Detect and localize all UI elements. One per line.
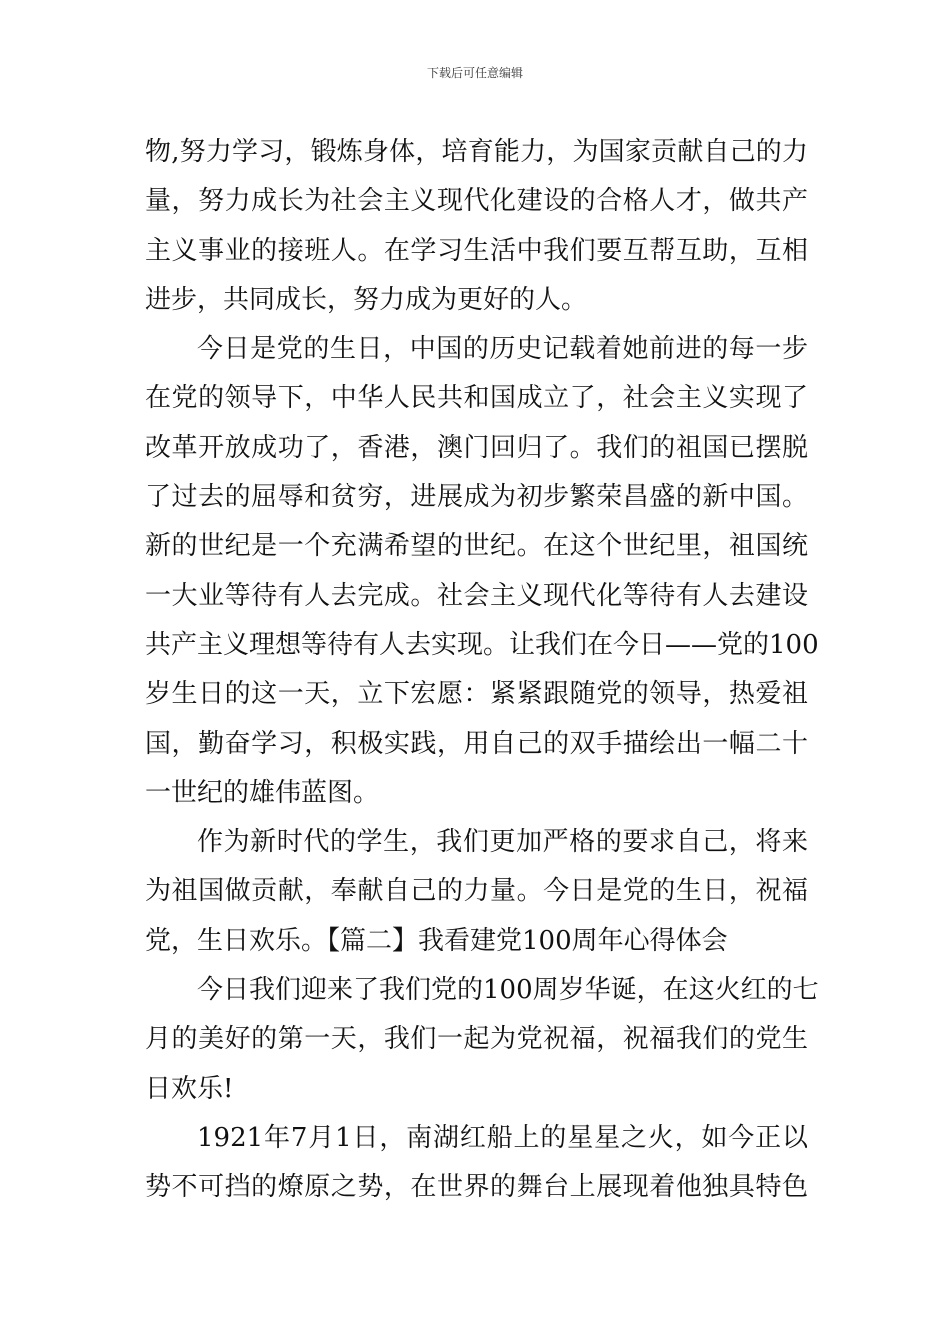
text-line: 一世纪的雄伟蓝图。: [145, 777, 380, 808]
text-line: 新的世纪是一个充满希望的世纪。在这个世纪里，祖国统: [145, 531, 808, 562]
text-line: 日欢乐!: [145, 1073, 234, 1104]
paragraph-first-line: 1921年7月1日，南湖红船上的星星之火，如今正以: [197, 1122, 808, 1153]
text-line: 物,努力学习，锻炼身体，培育能力，为国家贡献自己的力: [145, 137, 808, 167]
text-line: 改革开放成功了，香港，澳门回归了。我们的祖国已摆脱: [145, 432, 808, 463]
paragraph-first-line: 今日我们迎来了我们党的100周岁华诞，在这火红的七: [197, 975, 819, 1006]
text-line: 在党的领导下，中华人民共和国成立了，社会主义实现了: [145, 383, 808, 414]
text-line: 为祖国做贡献，奉献自己的力量。今日是党的生日，祝福: [145, 876, 808, 907]
text-line: 党，生日欢乐。【篇二】我看建党100周年心得体会: [145, 925, 728, 956]
text-line: 势不可挡的燎原之势，在世界的舞台上展现着他独具特色: [145, 1172, 808, 1203]
document-body: [145, 128, 819, 1213]
text-line: 一大业等待有人去完成。社会主义现代化等待有人去建设: [145, 580, 808, 611]
text-line: 进步，共同成长，努力成为更好的人。: [145, 284, 588, 315]
text-line: 月的美好的第一天，我们一起为党祝福，祝福我们的党生: [145, 1024, 808, 1055]
text-line: 共产主义理想等待有人去实现。让我们在今日——党的100: [145, 629, 819, 660]
page-header-note: 下载后可任意编辑: [426, 66, 523, 80]
text-line: 量，努力成长为社会主义现代化建设的合格人才，做共产: [145, 186, 808, 217]
text-line: 了过去的屈辱和贫穷，进展成为初步繁荣昌盛的新中国。: [145, 482, 808, 513]
paragraph-first-line: 作为新时代的学生，我们更加严格的要求自己，将来: [197, 827, 808, 858]
text-line: 岁生日的这一天，立下宏愿：紧紧跟随党的领导，热爱祖: [145, 679, 808, 710]
text-line: 国，勤奋学习，积极实践，用自己的双手描绘出一幅二十: [145, 728, 808, 759]
text-line: 主义事业的接班人。在学习生活中我们要互帮互助，互相: [145, 235, 808, 266]
paragraph-first-line: 今日是党的生日，中国的历史记载着她前进的每一步: [197, 334, 808, 365]
